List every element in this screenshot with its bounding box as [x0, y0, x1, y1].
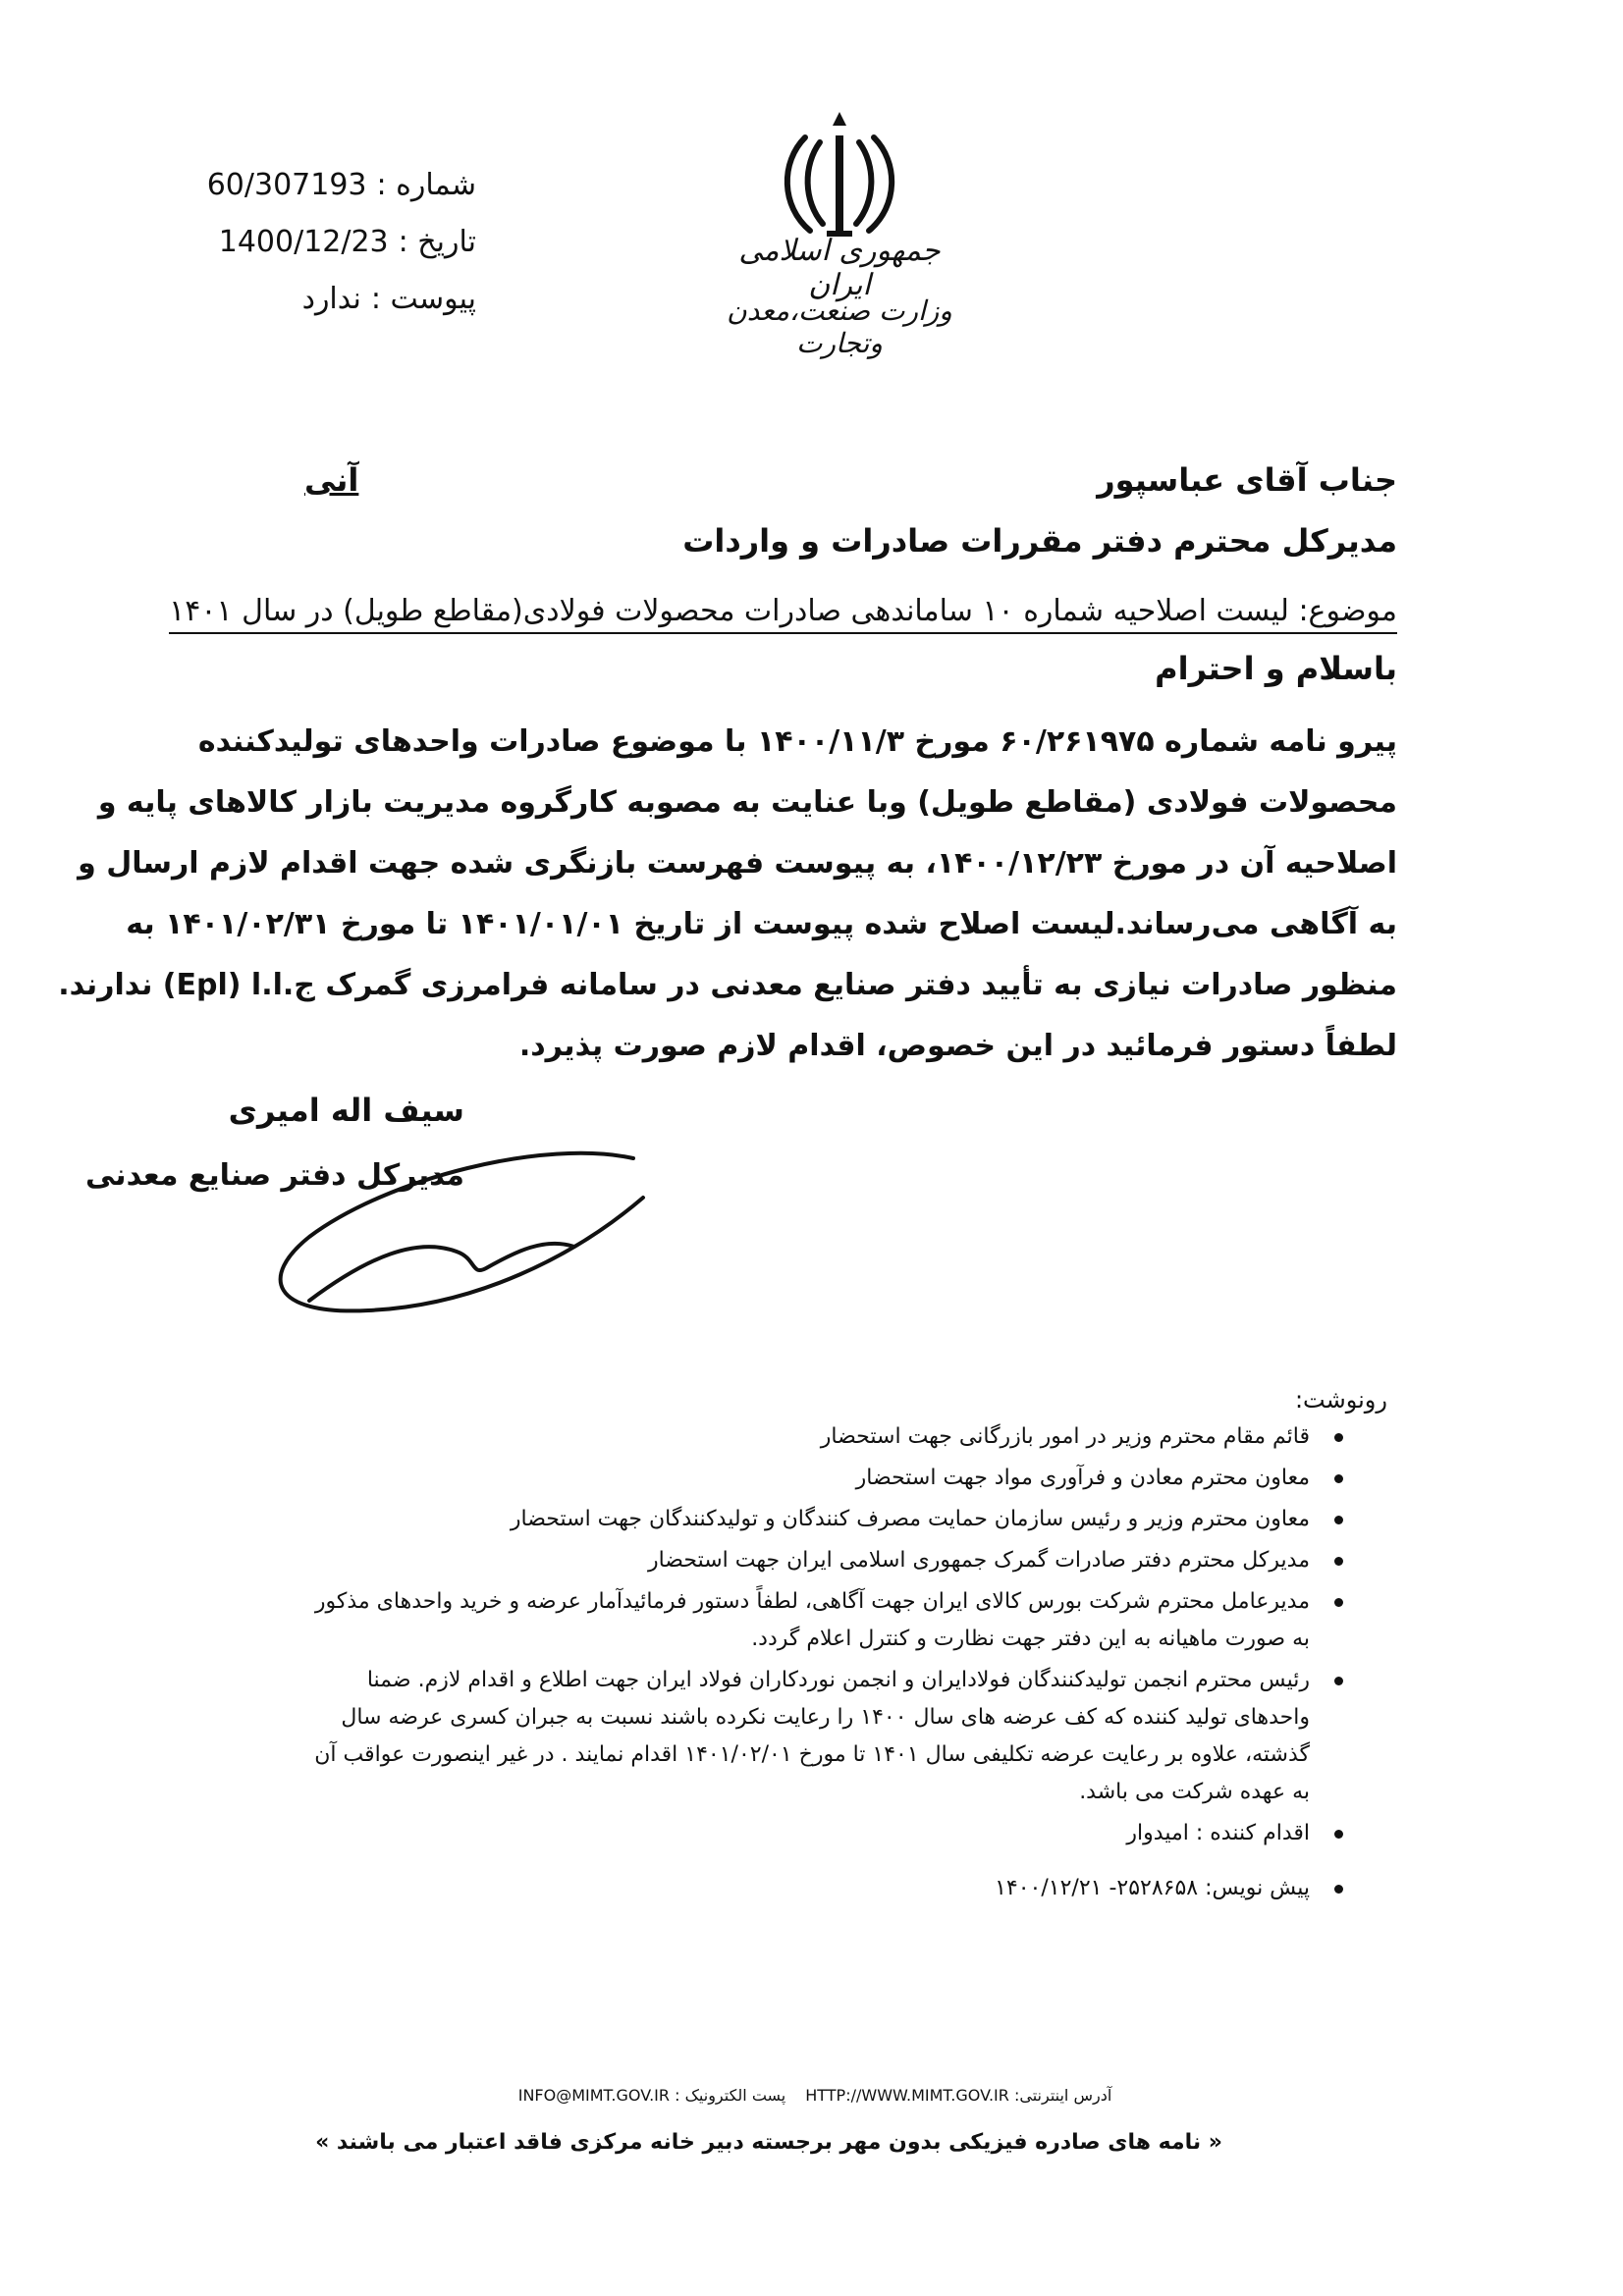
footer-contacts	[452, 2086, 1178, 2105]
greeting: باسلام و احترام	[1155, 650, 1397, 687]
ministry-name: وزارت صنعت،معدن وتجارت	[727, 294, 952, 359]
letter-number-row	[182, 157, 476, 214]
cc-list	[293, 1418, 1343, 1911]
cc-item: قائم مقام محترم وزیر در امور بازرگانی جهت استحضار	[293, 1418, 1343, 1456]
footer-web-link[interactable]: HTTP://WWW.MIMT.GOV.IR	[805, 2086, 1009, 2105]
iran-emblem-icon	[766, 108, 913, 245]
body-line: منظور صادرات نیازی به تأیید دفتر صنایع معدنی در سامانه فرامرزی گمرک ج.ا.ا (Epl) ندارند.	[58, 968, 1397, 1002]
footer-email	[518, 2086, 786, 2105]
handwritten-signature	[250, 1139, 663, 1335]
footer-email-link[interactable]: INFO@MIMT.GOV.IR	[517, 2086, 671, 2105]
body-line: پیرو نامه شماره ۶۰/۲۶۱۹۷۵ مورخ ۱۴۰۰/۱۱/۳ با موضوع صادرات واحدهای تولیدکننده	[197, 724, 1397, 759]
cc-item: اقدام کننده : امیدوار	[293, 1815, 1343, 1852]
letter-date-value: 1400/12/23	[218, 225, 389, 259]
footer-email-label: پست الکترونیک :	[675, 2086, 786, 2105]
letter-body	[58, 712, 1397, 1077]
recipient-name: جناب آقای عباسپور	[1097, 461, 1397, 499]
letter-date-label: تاریخ :	[398, 225, 476, 259]
cc-item: مدیرکل محترم دفتر صادرات گمرک جمهوری اسلامی ایران جهت استحضار	[293, 1542, 1343, 1579]
letter-number-label: شماره :	[376, 168, 476, 202]
footer-note: « نامه های صادره فیزیکی بدون مهر برجسته دبیر خانه مرکزی فاقد اعتبار می باشند »	[315, 2130, 1222, 2155]
country-name: جمهوری اسلامی ایران	[738, 234, 941, 302]
signer-name: سیف اله امیری	[228, 1092, 464, 1129]
letter-number-value: 60/307193	[206, 168, 367, 202]
letter-date-row	[182, 214, 476, 271]
letter-attachment-label: پیوست :	[370, 282, 476, 316]
urgency-label: آنی	[304, 461, 359, 499]
cc-item: معاون محترم معادن و فرآوری مواد جهت استحضار	[293, 1460, 1343, 1497]
body-line: محصولات فولادی (مقاطع طویل) وبا عنایت به مصوبه کارگروه مدیریت بازار کالاهای پایه و	[97, 785, 1397, 820]
body-line: لطفاً دستور فرمائید در این خصوص، اقدام لازم صورت پذیرد.	[518, 1029, 1397, 1063]
cc-item: پیش نویس: ۲۵۲۸۶۵۸- ۱۴۰۰/۱۲/۲۱	[293, 1870, 1343, 1907]
subject-line	[169, 594, 1397, 634]
footer-web-label: آدرس اینترنتی:	[1013, 2086, 1112, 2105]
letter-attachment-row	[182, 271, 476, 328]
signer-title: مدیرکل دفتر صنایع معدنی	[84, 1158, 464, 1193]
body-line: به آگاهی می‌رساند.لیست اصلاح شده پیوست از تاریخ ۱۴۰۱/۰۱/۰۱ تا مورخ ۱۴۰۱/۰۲/۳۱ به	[126, 907, 1397, 941]
cc-title: رونوشت:	[1294, 1386, 1387, 1414]
body-line: اصلاحیه آن در مورخ ۱۴۰۰/۱۲/۲۳، به پیوست فهرست بازنگری شده جهت اقدام لازم ارسال و	[78, 846, 1397, 881]
cc-item: مدیرعامل محترم شرکت بورس کالای ایران جهت آگاهی، لطفاً دستور فرمائیدآمار عرضه و خرید واحدهای مذکور به صورت ماهیانه به این دفتر جهت نظارت و کنترل اعلام گردد.	[293, 1583, 1343, 1658]
letter-meta	[182, 157, 476, 328]
cc-item: رئیس محترم انجمن تولیدکنندگان فولادایران و انجمن نوردکاران فولاد ایران جهت اطلاع و اقدام لازم. ضمنا واحدهای تولید کننده که کف عرضه های سال ۱۴۰۰ را رعایت نکرده باشند نسبت به جبران کسری عرضه سال گذشته، علاوه بر رعایت عرضه تکلیفی سال ۱۴۰۱ تا مورخ ۱۴۰۱/۰۲/۰۱ اقدام نمایند . در غیر اینصورت عواقب آن به عهده شرکت می باشد.	[293, 1662, 1343, 1811]
letter-attachment-value: ندارد	[301, 282, 361, 316]
subject-text: موضوع: لیست اصلاحیه شماره ۱۰ ساماندهی صادرات محصولات فولادی(مقاطع طویل) در سال ۱۴۰۱	[169, 594, 1397, 634]
recipient-title: مدیرکل محترم دفتر مقررات صادرات و واردات	[682, 522, 1397, 560]
cc-item: معاون محترم وزیر و رئیس سازمان حمایت مصرف کنندگان و تولیدکنندگان جهت استحضار	[293, 1501, 1343, 1538]
footer-web	[805, 2086, 1111, 2105]
